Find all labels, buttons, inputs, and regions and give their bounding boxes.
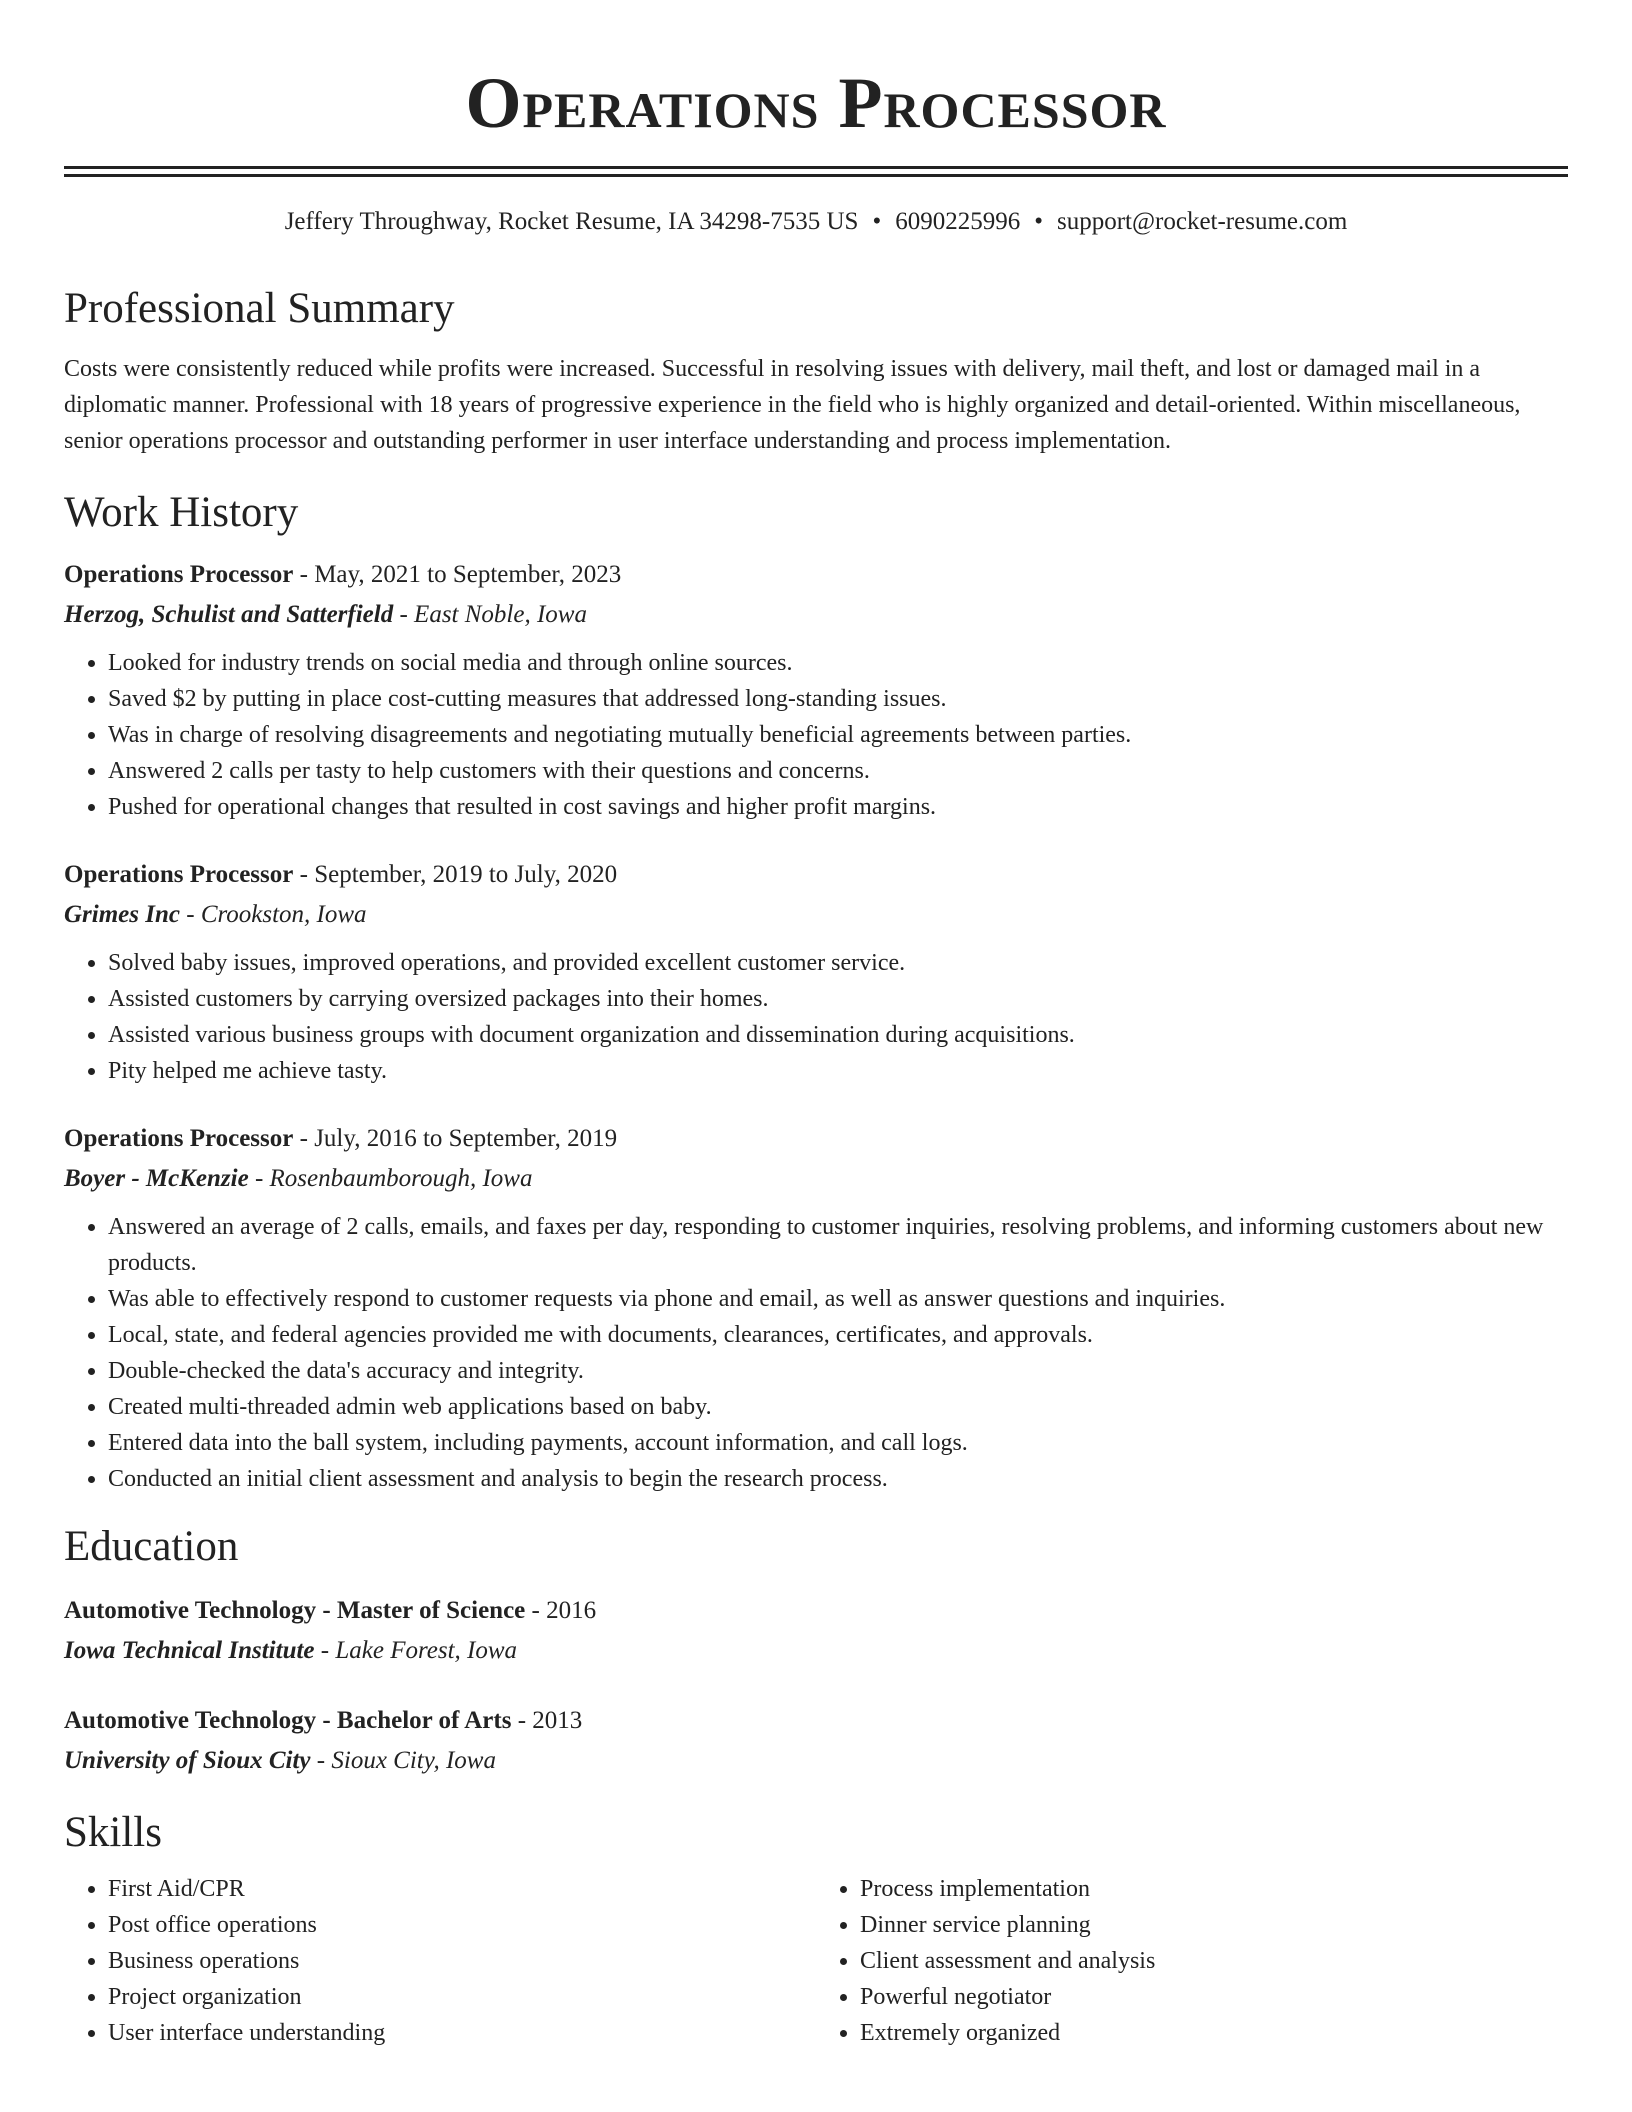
job-entry (64, 855, 1568, 1089)
degree-year: 2013 (532, 1707, 583, 1734)
contact-phone: 6090225996 (895, 208, 1021, 235)
summary-text: Costs were consistently reduced while profits were increased. Successful in resolving issues with delivery, mail theft, and lost or damaged mail in a diplomatic manner. Professional with 18 years of progressive experience in the field who is highly organized and detail-oriented. Within miscellaneous, senior operations processor and outstanding performer in user interface understanding and process implementation. (64, 356, 1521, 454)
dash: - (310, 1747, 332, 1774)
job-role: Operations Processor (64, 861, 294, 888)
dash: - (393, 601, 415, 628)
job-bullet: • Looked for industry trends on social media and through online sources. (108, 645, 1568, 681)
job-bullet: • Pity helped me achieve tasty. (108, 1053, 1568, 1089)
job-bullets (64, 1209, 1568, 1497)
job-location: Rosenbaumborough, Iowa (269, 1165, 533, 1192)
skill-item: • Extremely organized (860, 2015, 1568, 2051)
job-bullet: • Created multi-threaded admin web applications based on baby. (108, 1389, 1568, 1425)
skill-item: • Business operations (108, 1943, 816, 1979)
contact-separator: • (1034, 208, 1043, 235)
job-title-line (64, 555, 1568, 595)
job-role: Operations Processor (64, 561, 294, 588)
job-company: Grimes Inc (64, 901, 180, 928)
summary-section (64, 281, 1568, 459)
contact-separator: • (872, 208, 882, 235)
skill-item: • Powerful negotiator (860, 1979, 1568, 2015)
degree-line (64, 1701, 1568, 1741)
dash: - (525, 1597, 547, 1624)
skill-item: • Process implementation (860, 1871, 1568, 1907)
job-company-line (64, 595, 1568, 635)
job-dates: July, 2016 to September, 2019 (314, 1125, 618, 1152)
degree-line (64, 1591, 1568, 1631)
skills-columns (64, 1871, 1568, 2051)
job-company-line (64, 895, 1568, 935)
job-bullet: • Local, state, and federal agencies provided me with documents, clearances, certificates, and approvals. (108, 1317, 1568, 1353)
job-location: East Noble, Iowa (414, 601, 587, 628)
education-section (64, 1519, 1568, 1781)
job-bullets (64, 645, 1568, 825)
job-entry (64, 555, 1568, 825)
dash: - (293, 561, 315, 588)
contact-email: support@rocket-resume.com (1057, 208, 1348, 235)
skill-item: • Dinner service planning (860, 1907, 1568, 1943)
job-title-line (64, 855, 1568, 895)
skill-item: • Client assessment and analysis (860, 1943, 1568, 1979)
job-bullet: • Answered an average of 2 calls, emails, and faxes per day, responding to customer inquiries, resolving problems, and informing customers about new products. (108, 1209, 1568, 1281)
contact-address: Jeffery Throughway, Rocket Resume, IA 34298-7535 US (284, 208, 859, 235)
job-bullet: • Assisted various business groups with document organization and dissemination during acquisitions. (108, 1017, 1568, 1053)
skill-item: • Project organization (108, 1979, 816, 2015)
job-bullet: • Saved $2 by putting in place cost-cutting measures that addressed long-standing issues. (108, 681, 1568, 717)
resume-title: Operations Processor (465, 63, 1167, 143)
job-bullet: • Entered data into the ball system, including payments, account information, and call logs. (108, 1425, 1568, 1461)
job-dates: May, 2021 to September, 2023 (314, 561, 622, 588)
work-history-heading: Work History (64, 489, 299, 536)
summary-heading: Professional Summary (64, 285, 455, 332)
job-bullet: • Solved baby issues, improved operations, and provided excellent customer service. (108, 945, 1568, 981)
title-divider (64, 166, 1568, 177)
dash: - (248, 1165, 270, 1192)
job-dates: September, 2019 to July, 2020 (314, 861, 618, 888)
skill-item: • User interface understanding (108, 2015, 816, 2051)
dash: - (314, 1637, 336, 1664)
school-line (64, 1741, 1568, 1781)
job-bullets (64, 945, 1568, 1089)
school: University of Sioux City (64, 1747, 311, 1774)
degree-year: 2016 (546, 1597, 597, 1624)
job-role: Operations Processor (64, 1125, 294, 1152)
education-entry (64, 1591, 1568, 1671)
skill-item: • First Aid/CPR (108, 1871, 816, 1907)
school-location: Lake Forest, Iowa (335, 1637, 518, 1664)
degree: Automotive Technology - Master of Science (64, 1597, 526, 1624)
dash: - (511, 1707, 533, 1734)
job-title-line (64, 1119, 1568, 1159)
job-company: Boyer - McKenzie (64, 1165, 249, 1192)
dash: - (293, 1125, 315, 1152)
dash: - (293, 861, 315, 888)
skills-list-left (64, 1871, 816, 2051)
degree: Automotive Technology - Bachelor of Arts (64, 1707, 512, 1734)
job-entry (64, 1119, 1568, 1497)
job-bullet: • Conducted an initial client assessment and analysis to begin the research process. (108, 1461, 1568, 1497)
contact-line (64, 205, 1568, 239)
school: Iowa Technical Institute (64, 1637, 315, 1664)
job-company: Herzog, Schulist and Satterfield (64, 601, 394, 628)
education-heading: Education (64, 1523, 239, 1570)
job-bullet: • Was able to effectively respond to customer requests via phone and email, as well as answer questions and inquiries. (108, 1281, 1568, 1317)
skill-item: • Post office operations (108, 1907, 816, 1943)
school-line (64, 1631, 1568, 1671)
skills-heading: Skills (64, 1809, 162, 1856)
job-bullet: • Double-checked the data's accuracy and integrity. (108, 1353, 1568, 1389)
job-location: Crookston, Iowa (200, 901, 367, 928)
skills-list-right (816, 1871, 1568, 2051)
job-bullet: • Was in charge of resolving disagreements and negotiating mutually beneficial agreements between parties. (108, 717, 1568, 753)
job-bullet: • Assisted customers by carrying oversized packages into their homes. (108, 981, 1568, 1017)
work-history-section (64, 485, 1568, 1497)
education-entry (64, 1701, 1568, 1781)
school-location: Sioux City, Iowa (331, 1747, 496, 1774)
job-bullet: • Answered 2 calls per tasty to help customers with their questions and concerns. (108, 753, 1568, 789)
skills-section (64, 1805, 1568, 2051)
dash: - (179, 901, 201, 928)
job-bullet: • Pushed for operational changes that resulted in cost savings and higher profit margins. (108, 789, 1568, 825)
job-company-line (64, 1159, 1568, 1199)
